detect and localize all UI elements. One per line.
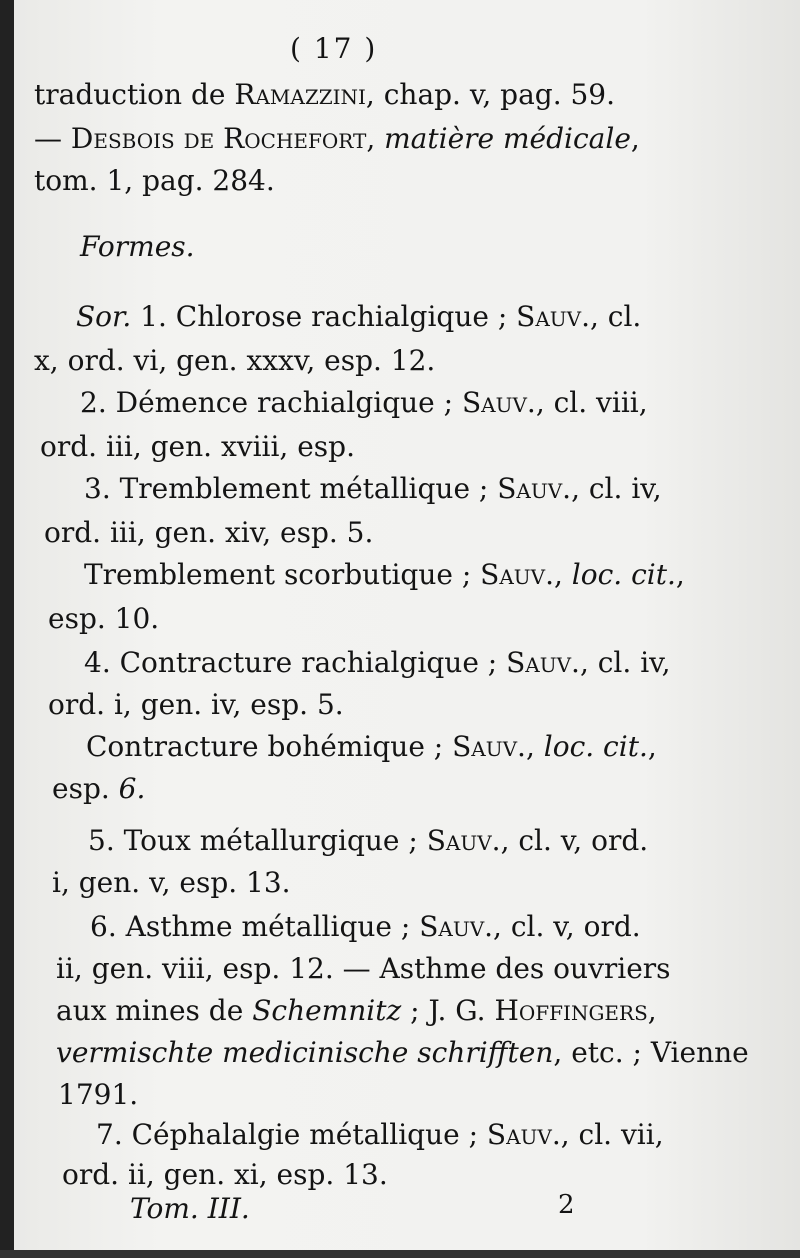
text-span: , (647, 730, 657, 763)
signature-mark: 2 (558, 1190, 575, 1220)
text-line (56, 994, 786, 1028)
text-span: Sor. (76, 300, 132, 333)
text-span: ord. iii, gen. xviii, esp. (40, 430, 355, 463)
text-line (80, 386, 800, 420)
text-line (48, 602, 778, 636)
text-line (56, 1036, 786, 1070)
author-name: Sauv. (452, 730, 526, 763)
text-span: ; J. G. (401, 994, 495, 1027)
text-span: aux mines de (56, 994, 253, 1027)
text-line (62, 1158, 792, 1192)
text-span: , (553, 558, 572, 591)
text-line (34, 78, 764, 112)
text-span: 5. Toux métallurgique ; (88, 824, 427, 857)
text-line (52, 866, 782, 900)
text-line (52, 772, 782, 806)
text-span: ii, gen. viii, esp. 12. — Asthme des ouvriers (56, 952, 671, 985)
text-span: i, gen. v, esp. 13. (52, 866, 291, 899)
text-line (40, 430, 770, 464)
citation-ref: loc. cit. (543, 730, 648, 763)
text-span: Tremblement scorbutique ; (84, 558, 481, 591)
text-span: , chap. v, pag. 59. (365, 78, 616, 111)
text-line (84, 558, 800, 592)
text-span: , cl. (589, 300, 642, 333)
text-span: , (675, 558, 685, 591)
text-span: , cl. v, ord. (500, 824, 649, 857)
section-heading (80, 230, 800, 264)
text-span: traduction de (34, 78, 235, 111)
text-span: esp. (52, 772, 119, 805)
text-span: — (34, 122, 71, 155)
author-name: Sauv. (506, 646, 580, 679)
text-line (84, 472, 800, 506)
text-span: , cl. iv, (571, 472, 662, 505)
text-line (34, 344, 764, 378)
author-name: Sauv. (461, 386, 536, 419)
text-span: ord. iii, gen. xiv, esp. 5. (44, 516, 374, 549)
text-line (34, 122, 764, 156)
text-line (48, 688, 778, 722)
text-line (56, 952, 786, 986)
text-span: x, ord. vi, gen. xxxv, esp. 12. (34, 344, 436, 377)
author-name: Sauv. (486, 1118, 561, 1151)
text-span: , (525, 730, 544, 763)
text-span: 1791. (58, 1078, 139, 1111)
text-span: ord. i, gen. iv, esp. 5. (48, 688, 344, 721)
text-span: , etc. ; Vienne (553, 1036, 749, 1069)
text-span: , cl. v, ord. (493, 910, 641, 943)
text-line (58, 1078, 788, 1112)
text-line (96, 1118, 800, 1152)
author-name: Sauv. (426, 824, 501, 857)
book-title: vermischte medicinische schrifften (56, 1036, 554, 1069)
text-line (86, 730, 800, 764)
text-span: 1. Chlorose rachialgique ; (131, 300, 517, 333)
text-span: , cl. iv, (579, 646, 671, 679)
text-line (44, 516, 774, 550)
page-number: ( 17 ) (290, 32, 378, 65)
text-line (88, 824, 800, 858)
text-line (34, 164, 764, 198)
text-line (84, 646, 800, 680)
text-span: , (630, 122, 640, 155)
book-title: matière médicale (384, 122, 631, 155)
author-name: Hoffingers (494, 994, 648, 1027)
author-name: Ramazzini (234, 78, 366, 111)
text-span: , cl. vii, (560, 1118, 664, 1151)
text-span: 6. Asthme métallique ; (90, 910, 420, 943)
author-name: Sauv. (419, 910, 494, 943)
text-span: esp. 10. (48, 602, 160, 635)
text-span: 2. Démence rachialgique ; (80, 386, 462, 419)
citation-ref: loc. cit. (571, 558, 676, 591)
text-span: 3. Tremblement métallique ; (84, 472, 498, 505)
text-span: ord. ii, gen. xi, esp. 13. (62, 1158, 388, 1191)
author-name: Desbois de Rochefort (70, 122, 367, 155)
text-span: 4. Contracture rachialgique ; (84, 646, 507, 679)
text-line (90, 910, 800, 944)
author-name: Sauv. (516, 300, 590, 333)
text-line (76, 300, 800, 334)
heading-text: Formes. (80, 230, 195, 263)
text-span: Contracture bohémique ; (86, 730, 453, 763)
place-name: Schemnitz (252, 994, 402, 1027)
text-span: 7. Céphalalgie métallique ; (96, 1118, 487, 1151)
text-span: , cl. viii, (535, 386, 648, 419)
volume-footer: Tom. III. (130, 1192, 250, 1225)
author-name: Sauv. (480, 558, 554, 591)
text-span: , (366, 122, 385, 155)
text-span: 6. (118, 772, 146, 805)
author-name: Sauv. (497, 472, 572, 505)
text-span: tom. 1, pag. 284. (34, 164, 275, 197)
text-span: , (647, 994, 657, 1027)
